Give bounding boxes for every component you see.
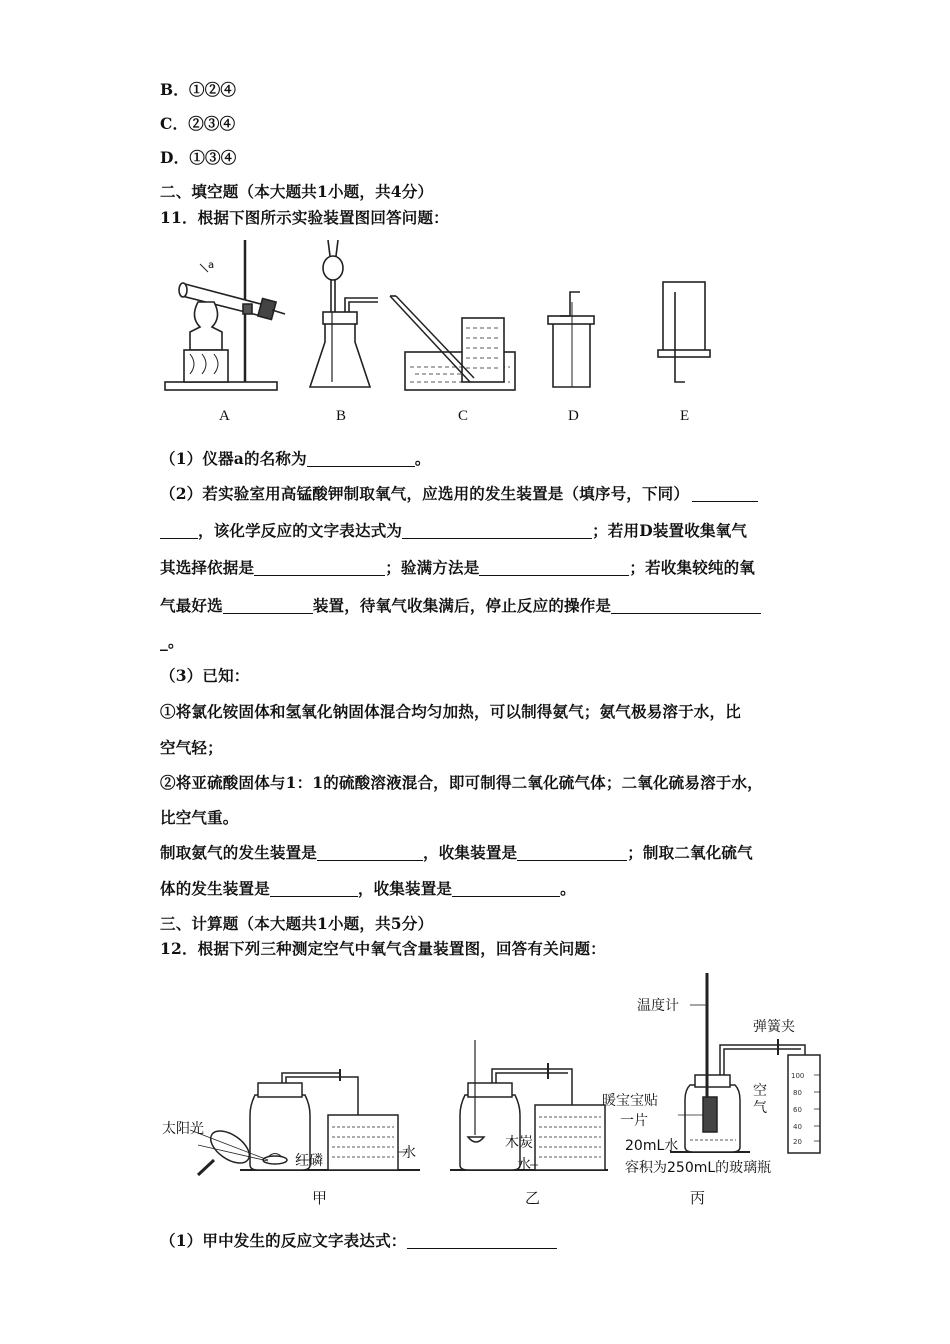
cylinder-tick-100: 100 <box>791 1072 805 1080</box>
q11-part1-text: （1）仪器a的名称为 <box>160 449 307 468</box>
q11-part2-line1 <box>160 482 758 504</box>
answer-blank[interactable] <box>402 522 592 539</box>
label-water-20ml: 20mL水 <box>625 1138 679 1154</box>
answer-blank[interactable] <box>270 880 358 897</box>
label-bottle-volume: 容积为250mL的玻璃瓶 <box>625 1160 772 1176</box>
q11-part3-title: （3）已知： <box>160 666 250 685</box>
fig-label-a: A <box>219 408 230 424</box>
fig-label-bing: 丙 <box>690 1191 706 1207</box>
q11-part2-text: ；若收集较纯的氧 <box>629 558 756 577</box>
q11-part2-text: ；验满方法是 <box>385 558 480 577</box>
q11-part3-text: ，收集装置是 <box>423 843 518 862</box>
label-water-yi: 水 <box>517 1157 531 1173</box>
question-11: 11．根据下图所示实验装置图回答问题： <box>160 208 449 227</box>
apparatus-e <box>658 282 710 382</box>
q11-part2-text: ；若用D装置收集氧气 <box>592 521 748 540</box>
section3-heading: 三、计算题（本大题共1小题，共5分） <box>160 914 434 933</box>
q11-part3-item1b: 空气轻； <box>160 738 223 757</box>
label-warmer-line2: 一片 <box>620 1113 648 1129</box>
fig-label-e: E <box>680 408 690 424</box>
label-thermometer: 温度计 <box>637 998 679 1014</box>
label-water-jia: 水 <box>402 1145 416 1161</box>
option-c: C．②③④ <box>160 114 236 133</box>
label-warmer-line1: 暖宝宝贴 <box>602 1093 658 1109</box>
q11-part3-text: ，收集装置是 <box>357 879 453 898</box>
fig-label-d: D <box>568 408 579 424</box>
q11-part3-question1 <box>160 841 753 863</box>
answer-blank[interactable] <box>611 597 761 614</box>
q11-part1 <box>160 447 431 469</box>
cylinder-tick-20: 20 <box>793 1138 802 1146</box>
q11-part3-item2b: 比空气重。 <box>160 808 239 827</box>
q11-part2-text: ，该化学反应的文字表达式为 <box>198 521 403 540</box>
q11-part2-line4 <box>160 594 761 616</box>
q11-part2-text: （2）若实验室用高锰酸钾制取氧气，应选用的发生装置是（填序号，下同） <box>160 484 690 503</box>
option-b: B．①②④ <box>160 80 237 99</box>
answer-blank[interactable] <box>479 559 629 576</box>
cylinder-tick-40: 40 <box>793 1123 802 1131</box>
q11-part3-question2 <box>160 877 576 899</box>
answer-blank[interactable] <box>307 450 415 467</box>
q11-part3-item2a: ②将亚硫酸固体与1：1的硫酸溶液混合，即可制得二氧化硫气体；二氧化硫易溶于水， <box>160 773 763 792</box>
answer-blank[interactable] <box>517 844 627 861</box>
answer-blank[interactable] <box>692 485 758 502</box>
answer-blank[interactable] <box>160 522 198 539</box>
label-spring-clip: 弹簧夹 <box>753 1019 795 1035</box>
answer-blank[interactable] <box>223 597 313 614</box>
answer-blank[interactable] <box>317 844 423 861</box>
answer-blank[interactable] <box>407 1232 557 1249</box>
label-air-1: 空 <box>753 1083 767 1099</box>
answer-blank[interactable] <box>452 880 560 897</box>
q11-part2-line3 <box>160 556 755 578</box>
oxygen-measurement-figure <box>150 965 830 1185</box>
fig-label-jia: 甲 <box>312 1191 328 1207</box>
q11-part3-text: ；制取二氧化硫气 <box>627 843 753 862</box>
label-sunlight: 太阳光 <box>162 1121 204 1137</box>
apparatus-a <box>165 240 285 390</box>
cylinder-tick-80: 80 <box>793 1089 802 1097</box>
label-air-2: 气 <box>753 1100 767 1116</box>
apparatus-a-marker: a <box>208 260 215 271</box>
answer-blank[interactable] <box>254 559 385 576</box>
apparatus-figure <box>160 232 740 437</box>
q11-part3-text: 制取氨气的发生装置是 <box>160 843 318 862</box>
apparatus-d <box>548 292 594 387</box>
q11-part3-item1a: ①将氯化铵固体和氢氧化钠固体混合均匀加热，可以制得氨气；氨气极易溶于水，比 <box>160 702 741 721</box>
option-d: D．①③④ <box>160 148 237 167</box>
fig-label-b: B <box>336 408 347 424</box>
label-charcoal: 木炭 <box>505 1135 533 1151</box>
apparatus-c <box>390 296 515 390</box>
q11-part2-text: 装置，待氧气收集满后，停止反应的操作是 <box>312 596 612 615</box>
q12-part1 <box>160 1229 557 1251</box>
q11-part3-text: 体的发生装置是 <box>160 879 270 898</box>
q11-part2-text: 气最好选 <box>160 596 223 615</box>
section2-heading: 二、填空题（本大题共1小题，共4分） <box>160 182 434 201</box>
q11-part3-text: 。 <box>560 879 576 898</box>
q11-part2-line2 <box>160 519 747 541</box>
apparatus-b <box>310 240 378 387</box>
q11-part1-end: 。 <box>414 449 431 468</box>
q11-part2-text: 其选择依据是 <box>160 558 255 577</box>
q11-part2-line5: _。 <box>160 632 184 651</box>
label-red-phosphorus: 红磷 <box>295 1153 323 1169</box>
fig-label-c: C <box>458 408 469 424</box>
fig-label-yi: 乙 <box>525 1191 541 1207</box>
cylinder-tick-60: 60 <box>793 1106 802 1114</box>
q12-part1-text: （1）甲中发生的反应文字表达式： <box>160 1231 407 1250</box>
question-12: 12．根据下列三种测定空气中氧气含量装置图，回答有关问题： <box>160 939 606 958</box>
